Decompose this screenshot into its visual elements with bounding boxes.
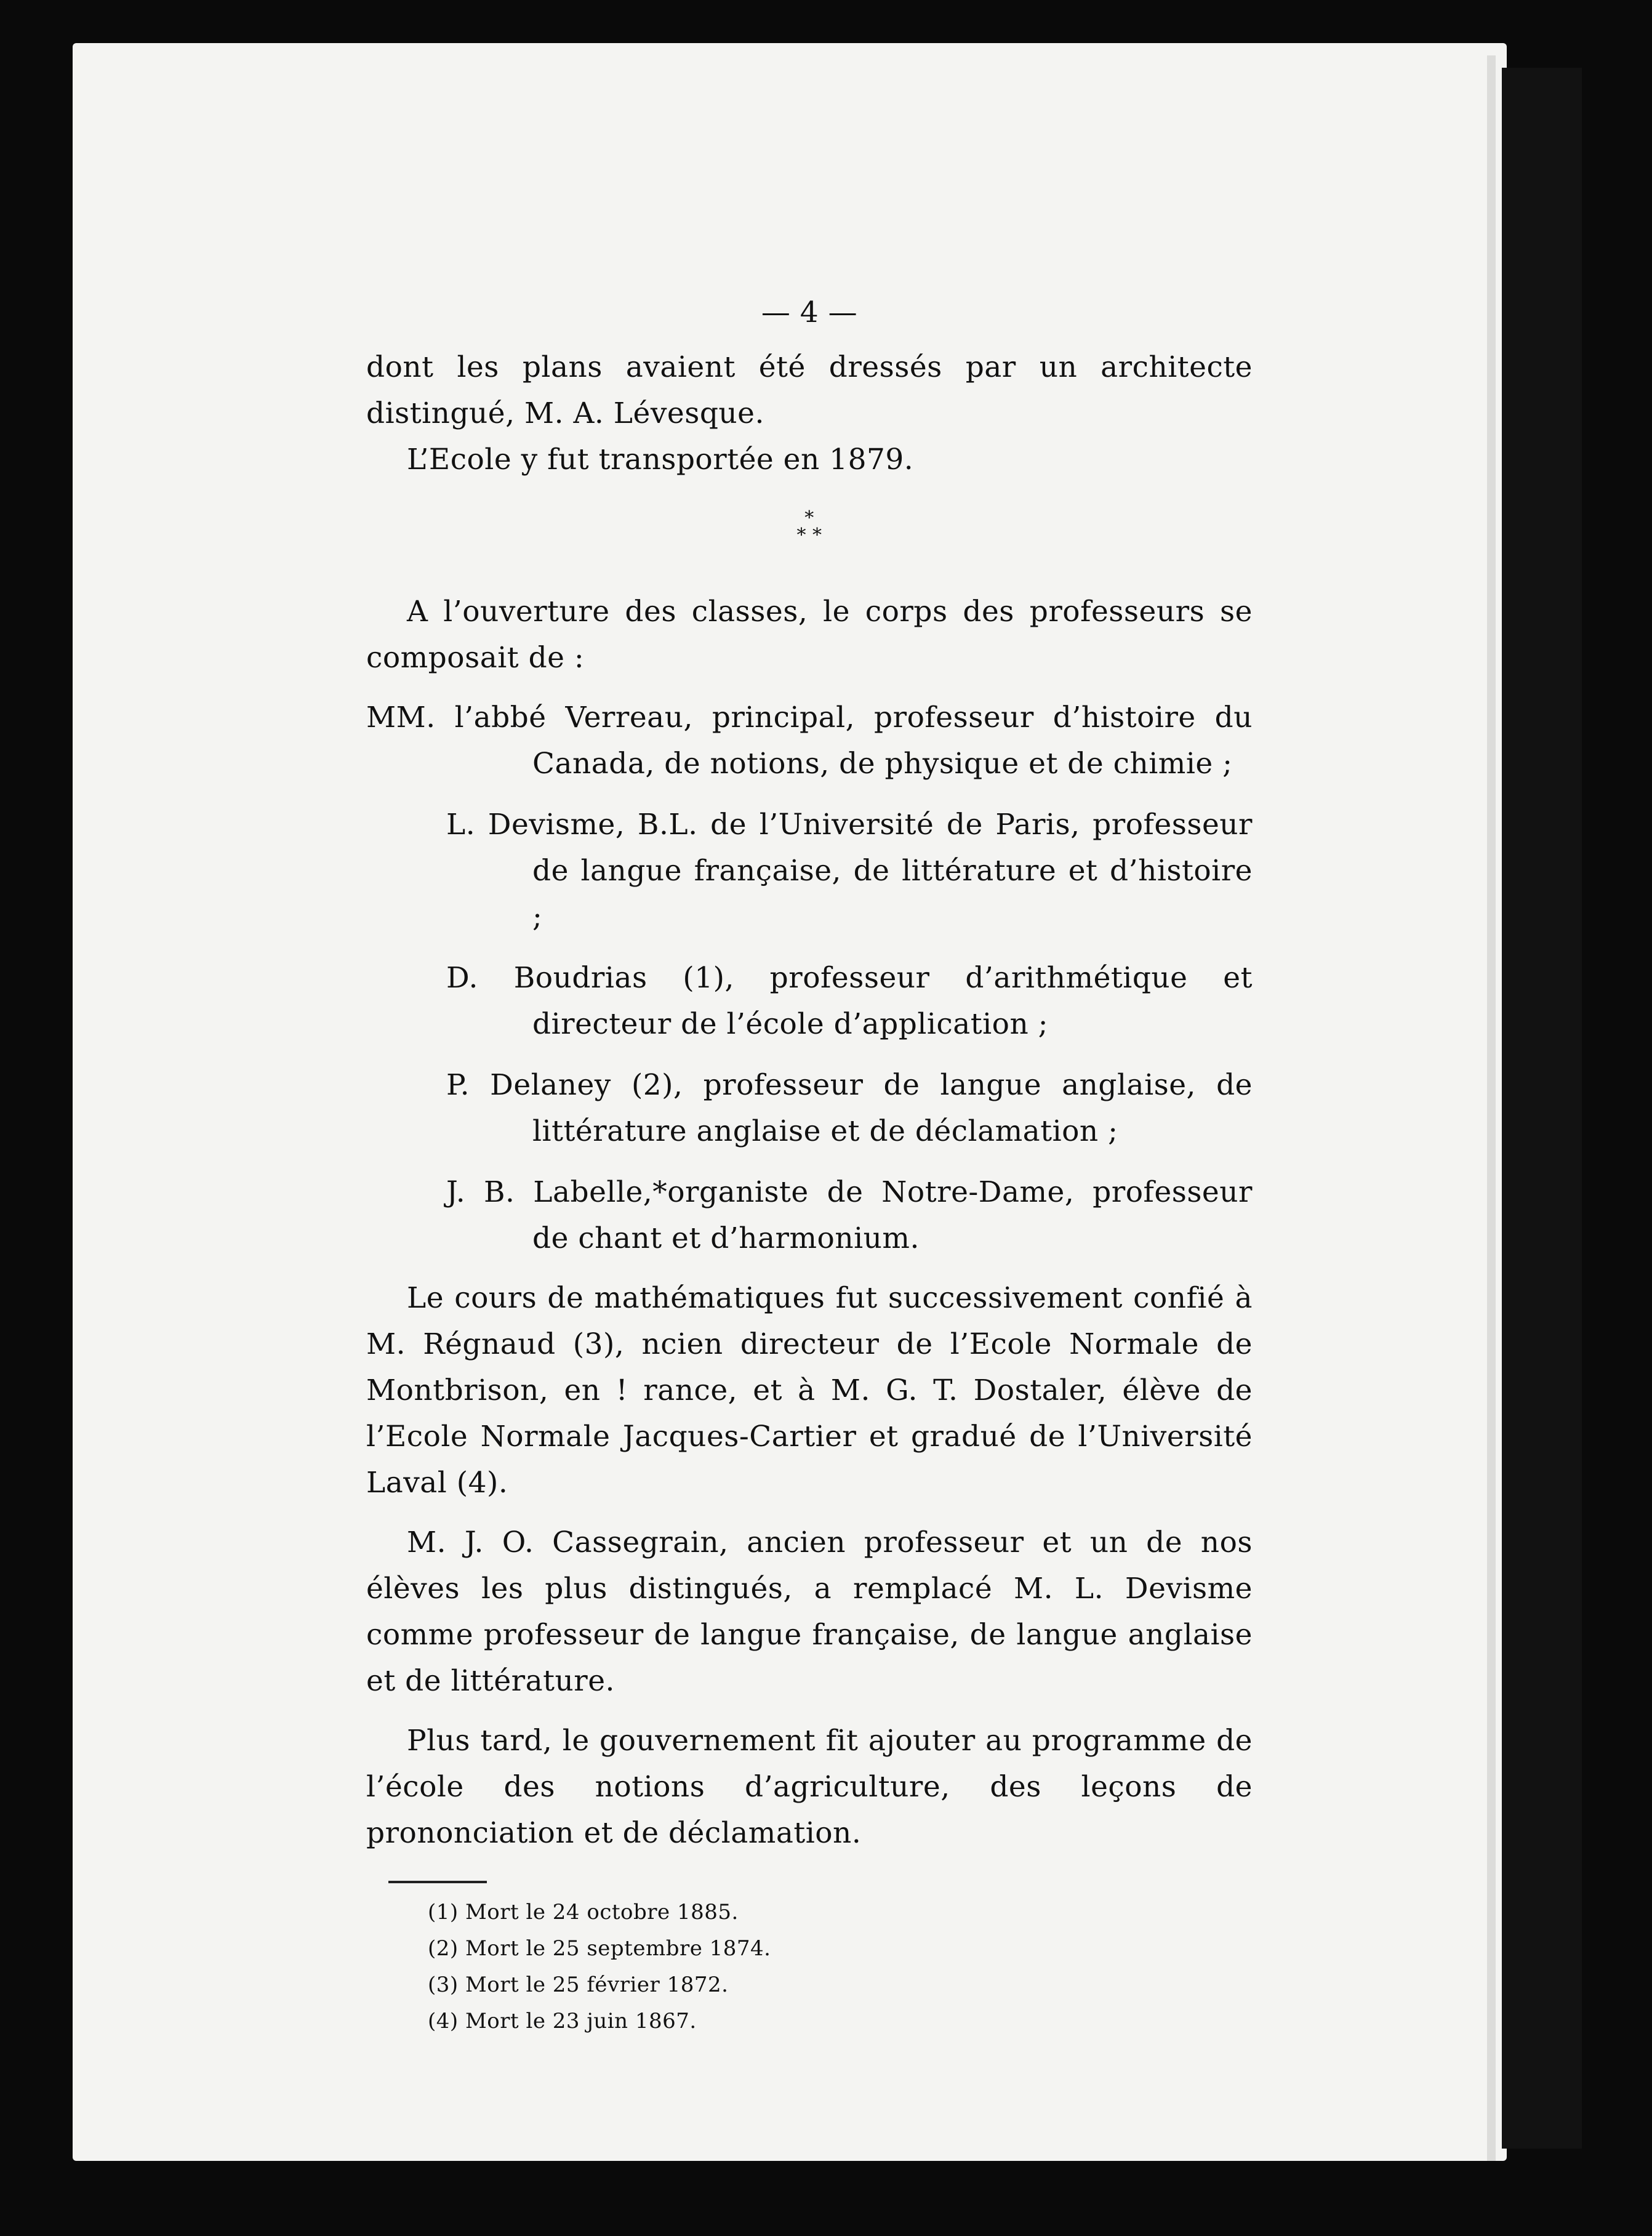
- footnote-4: (4) Mort le 23 juin 1867.: [428, 2009, 697, 2033]
- page-content: [366, 289, 1253, 2040]
- page-number: — 4 —: [761, 296, 858, 329]
- footnote-2: (2) Mort le 25 septembre 1874.: [428, 1936, 771, 1961]
- asterism-separator: * * *: [796, 507, 822, 546]
- list-item: MM. l’abbé Verreau, principal, professeur d’histoire du Canada, de notions, de physique et de chimie ;: [366, 701, 1253, 781]
- footnote-1: (1) Mort le 24 octobre 1885.: [428, 1900, 739, 1924]
- list-item: L. Devisme, B.L. de l’Université de Paris, professeur de langue française, de littérature et d’histoire ;: [446, 808, 1253, 934]
- paragraph-intro: A l’ouverture des classes, le corps des professeurs se composait de :: [366, 595, 1253, 675]
- list-item: D. Boudrias (1), professeur d’arithmétique et directeur de l’école d’application ;: [446, 961, 1253, 1041]
- scan-border: [1502, 68, 1582, 2149]
- paragraph-plans: dont les plans avaient été dressés par un architecte distingué, M. A. Lévesque.: [366, 350, 1253, 430]
- paragraph-programme: Plus tard, le gouvernement fit ajouter au programme de l’école des notions d’agriculture, des leçons de prononciation et de déclamation.: [366, 1724, 1253, 1850]
- list-item: P. Delaney (2), professeur de langue anglaise, de littérature anglaise et de déclamation ;: [446, 1068, 1253, 1148]
- list-item: J. B. Labelle,*organiste de Notre-Dame, professeur de chant et d’harmonium.: [446, 1175, 1253, 1255]
- footnote-rule: [388, 1881, 487, 1883]
- professor-list: [366, 694, 1253, 1261]
- paragraph-cassegrain: M. J. O. Cassegrain, ancien professeur et un de nos élèves les plus distingués, a remplacé M. L. Devisme comme professeur de langue française, de langue anglaise et de littérature.: [366, 1526, 1253, 1698]
- footnote-3: (3) Mort le 25 février 1872.: [428, 1973, 729, 1997]
- paragraph-mathematics: Le cours de mathématiques fut successivement confié à M. Régnaud (3), ncien directeur de l’Ecole Normale de Montbrison, en ! rance, et à M. G. T. Dostaler, élève de l’Ecole Normale Jacques-Cartier et gradué de l’Université Laval (4).: [366, 1281, 1253, 1500]
- page-edge: [1487, 55, 1496, 2161]
- paragraph-transport: L’Ecole y fut transportée en 1879.: [407, 443, 914, 477]
